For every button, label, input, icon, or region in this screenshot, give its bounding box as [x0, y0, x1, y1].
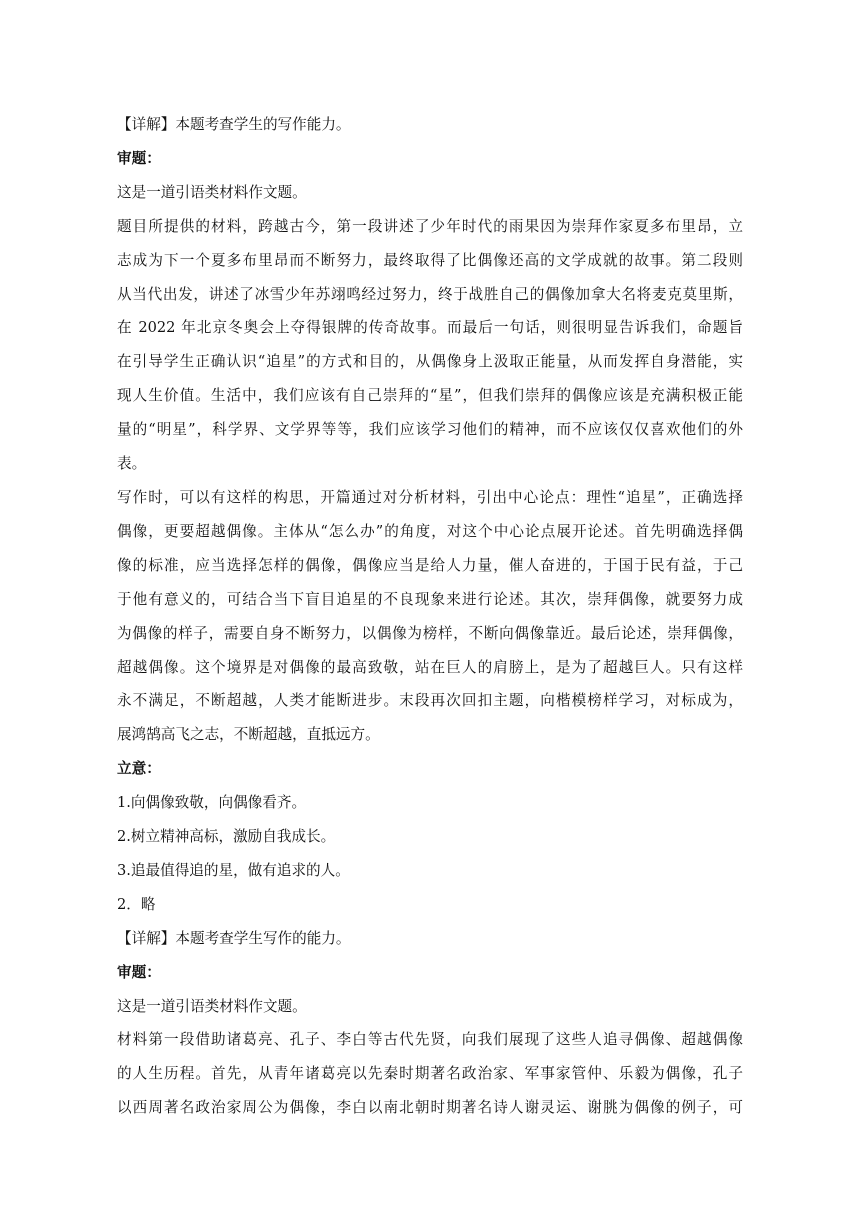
paragraph-line: 为偶像的样子，需要自身不断努力，以偶像为榜样，不断向偶像靠近。最后论述，崇拜偶像， [117, 624, 743, 642]
paragraph-line: 在 2022 年北京冬奥会上夺得银牌的传奇故事。而最后一句话，则很明显告诉我们，命题旨 [117, 319, 743, 337]
paragraph-line: 从当代出发，讲述了冰雪少年苏翊鸣经过努力，终于战胜自己的偶像加拿大名将麦克莫里斯， [117, 285, 743, 303]
analysis-paragraph [117, 210, 743, 481]
paragraph-line: 展鸿鹄高飞之志，不断超越，直抵远方。 [117, 726, 380, 744]
review-heading: 审题： [117, 149, 161, 167]
review-heading: 审题： [117, 963, 161, 981]
theme-item: 1.向偶像致敬，向偶像看齐。 [117, 794, 307, 812]
answer-explanation-intro: 【详解】本题考查学生的写作能力。 [117, 116, 351, 133]
paragraph-line: 在引导学生正确认识“追星”的方式和目的，从偶像身上汲取正能量，从而发挥自身潜能，实 [117, 353, 743, 371]
theme-item: 3.追最值得追的星，做有追求的人。 [117, 861, 350, 879]
question-type-line: 这是一道引语类材料作文题。 [117, 183, 307, 201]
theme-heading: 立意： [117, 760, 161, 778]
answer-explanation-intro: 【详解】本题考查学生写作的能力。 [117, 929, 351, 947]
paragraph-line: 写作时，可以有这样的构思，开篇通过对分析材料，引出中心论点：理性“追星”，正确选择 [117, 488, 743, 506]
question-number: 2．略 [117, 895, 156, 913]
paragraph-line: 材料第一段借助诸葛亮、孔子、李白等古代先贤，向我们展现了这些人追寻偶像、超越偶像 [117, 1031, 743, 1049]
material-analysis-paragraph [117, 1023, 743, 1125]
theme-item: 2.树立精神高标，激励自我成长。 [117, 828, 336, 846]
paragraph-line: 现人生价值。生活中，我们应该有自己崇拜的“星”，但我们崇拜的偶像应该是充满积极正能 [117, 387, 743, 405]
document-page [117, 108, 743, 1125]
paragraph-line: 像的标准，应当选择怎样的偶像，偶像应当是给人力量，催人奋进的，于国于民有益，于己 [117, 556, 743, 574]
paragraph-line: 以西周著名政治家周公为偶像，李白以南北朝时期著名诗人谢灵运、谢朓为偶像的例子，可 [117, 1099, 743, 1117]
paragraph-line: 超越偶像。这个境界是对偶像的最高致敬，站在巨人的肩膀上，是为了超越巨人。只有这样 [117, 658, 743, 676]
paragraph-line: 志成为下一个夏多布里昂而不断努力，最终取得了比偶像还高的文学成就的故事。第二段则 [117, 251, 743, 269]
paragraph-line: 题目所提供的材料，跨越古今，第一段讲述了少年时代的雨果因为崇拜作家夏多布里昂，立 [117, 217, 743, 235]
question-type-line: 这是一道引语类材料作文题。 [117, 997, 307, 1015]
paragraph-line: 偶像，更要超越偶像。主体从“怎么办”的角度，对这个中心论点展开论述。首先明确选择偶 [117, 522, 743, 540]
paragraph-line: 于他有意义的，可结合当下盲目追星的不良现象来进行论述。其次，崇拜偶像，就要努力成 [117, 590, 743, 608]
paragraph-line: 表。 [117, 455, 147, 473]
paragraph-line: 永不满足，不断超越，人类才能断进步。末段再次回扣主题，向楷模榜样学习，对标成为， [117, 692, 743, 710]
paragraph-line: 的人生历程。首先，从青年诸葛亮以先秦时期著名政治家、军事家管仲、乐毅为偶像，孔子 [117, 1065, 743, 1083]
theme-list [117, 786, 743, 888]
writing-plan-paragraph [117, 481, 743, 752]
paragraph-line: 量的“明星”，科学界、文学界等等，我们应该学习他们的精神，而不应该仅仅喜欢他们的外 [117, 421, 743, 439]
